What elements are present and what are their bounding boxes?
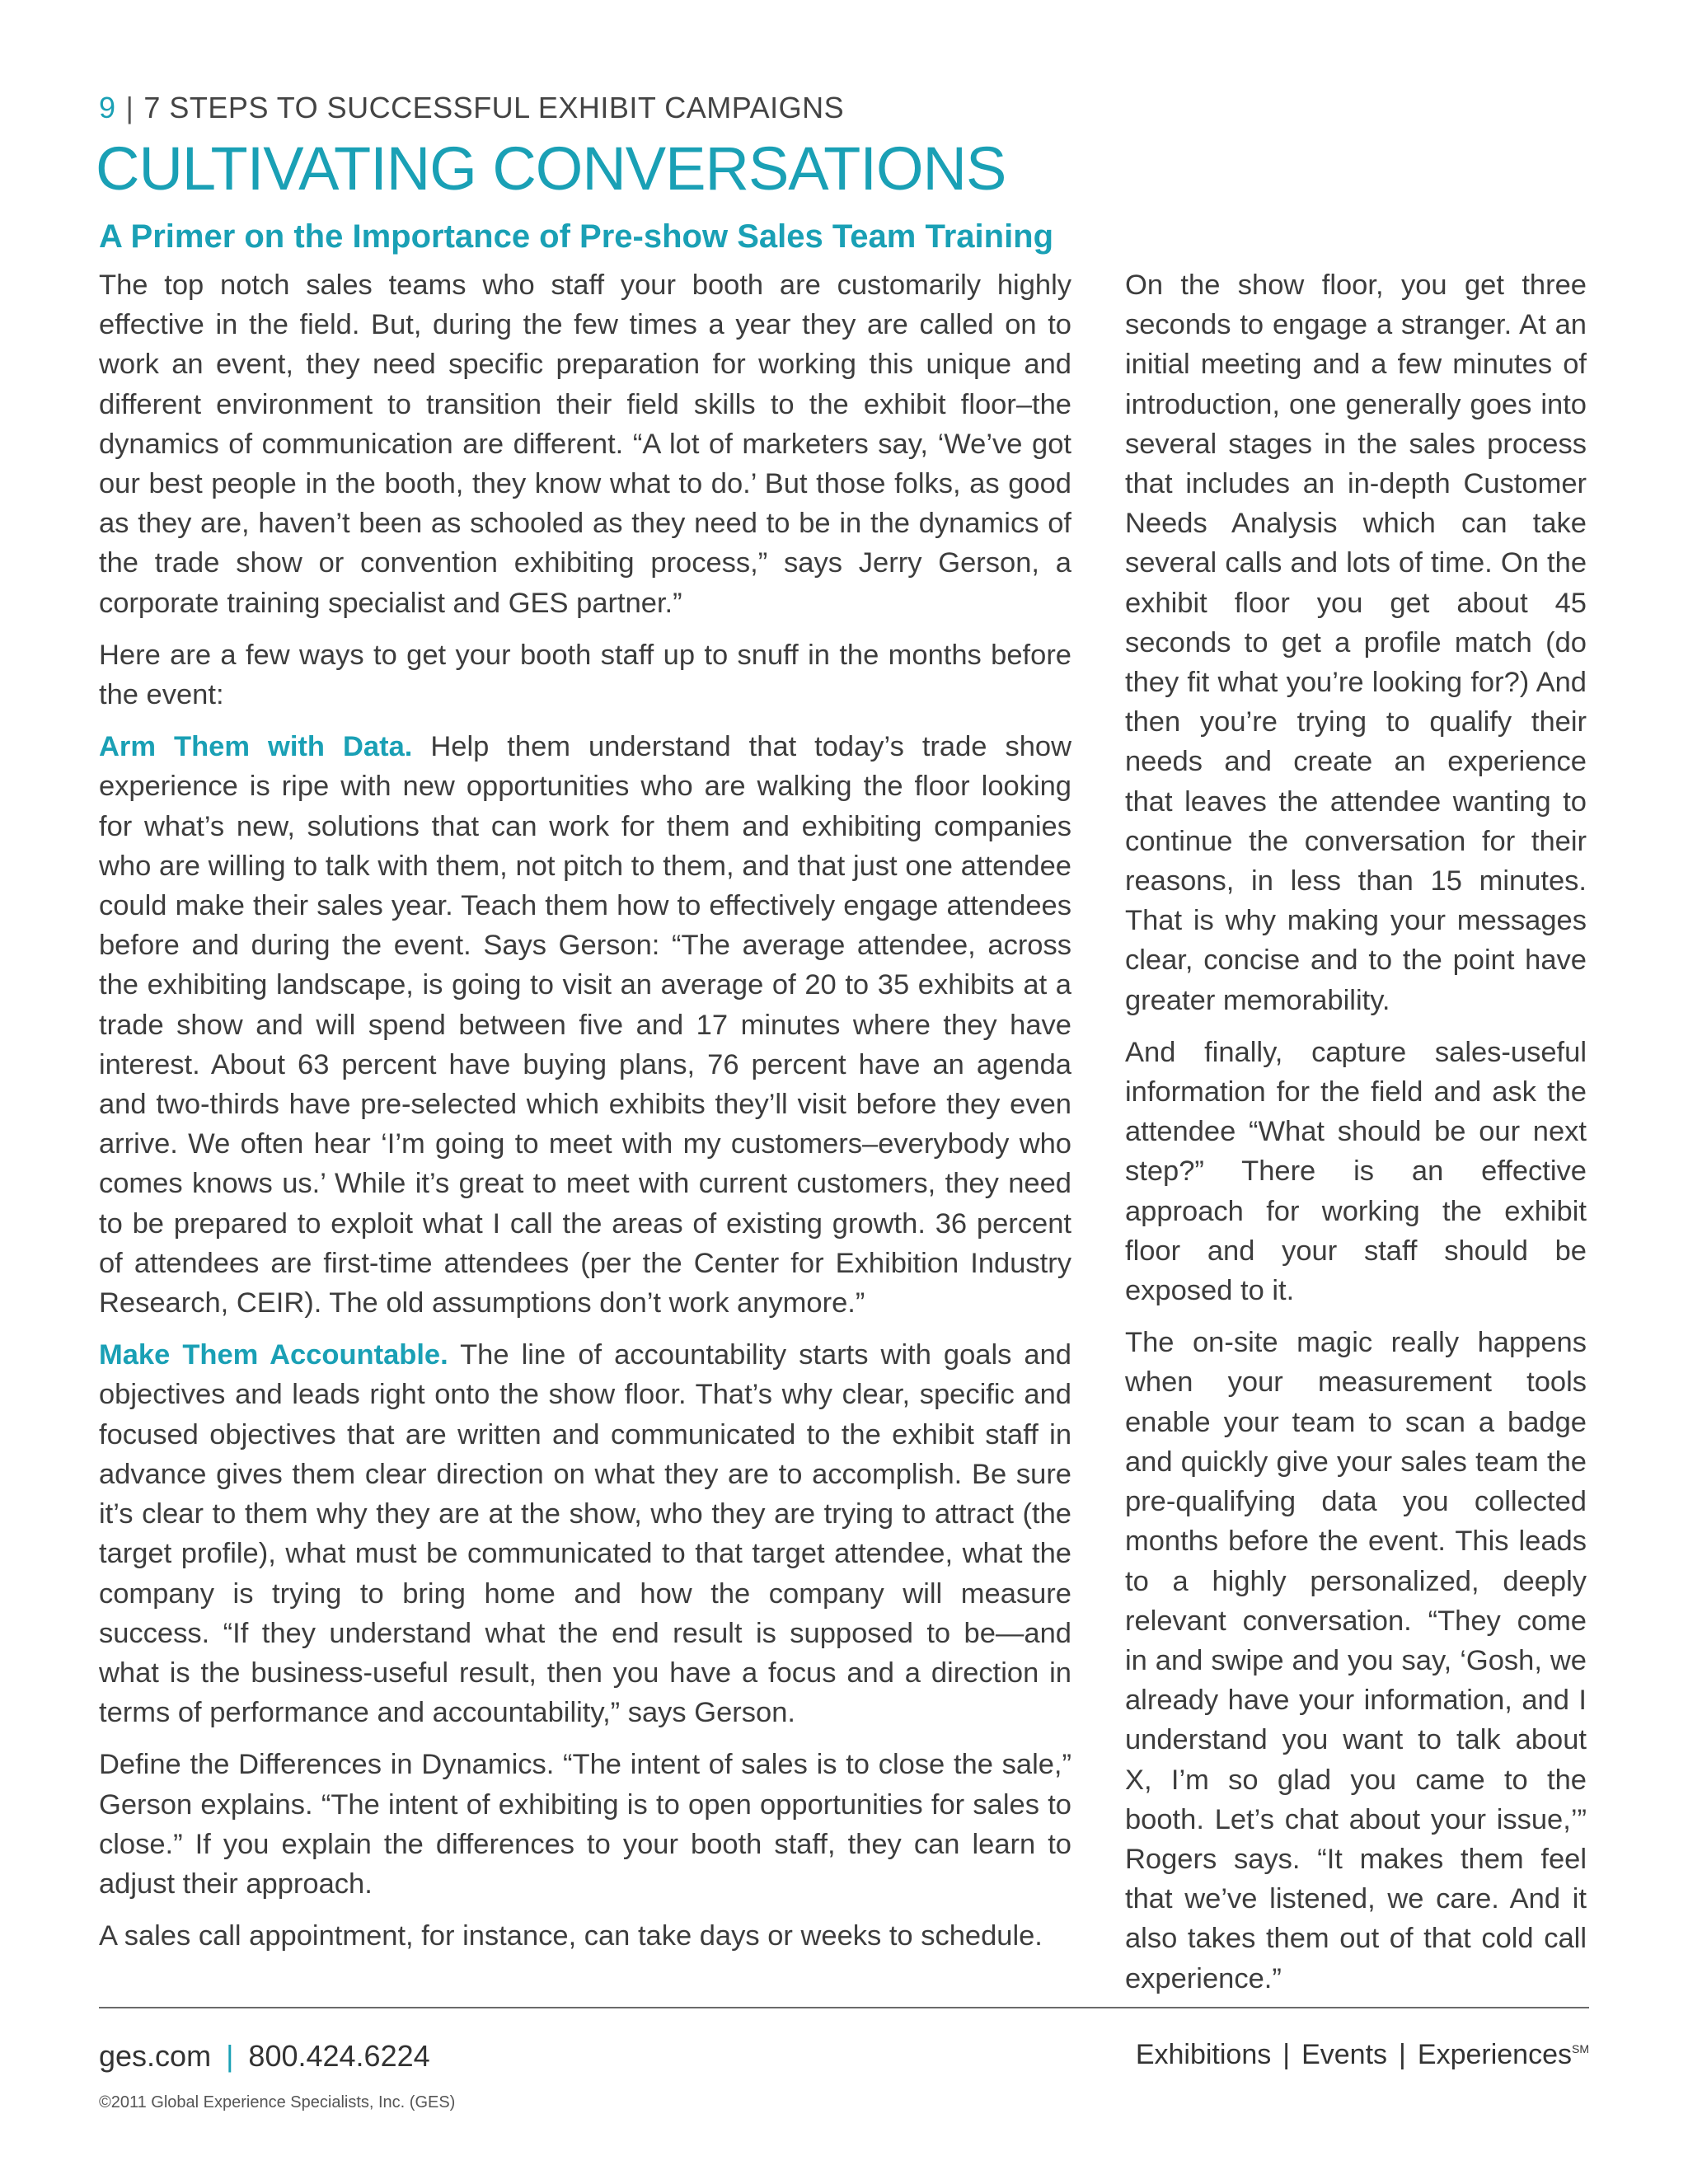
website-link[interactable]: ges.com	[99, 2039, 212, 2073]
footer-separator: |	[226, 2039, 234, 2073]
paragraph-sales-call: A sales call appointment, for instance, can take days or weeks to schedule.	[99, 1920, 1043, 1952]
page-number: 9	[99, 91, 116, 124]
footer-contact	[99, 2039, 430, 2074]
right-column	[1125, 265, 1587, 2011]
paragraph-intro: The top notch sales teams who staff your booth are customarily highly effective in the field. But, during the few times a year they are called on to work an event, they need specific preparation for working this unique and different environment to transition their field skills to the exhibit floor–the dynamics of communication are different. “A lot of marketers say, ‘We’ve got our best people in the booth, they know what to do.’ But those folks, as good as they are, haven’t been as schooled as they need to be in the dynamics of the trade show or convention exhibiting process,” says Jerry Gerson, a corporate training specialist and GES partner.”	[99, 269, 1071, 619]
paragraph-dynamics: Define the Differences in Dynamics. “The intent of sales is to close the sale,” Gerson explains. “The intent of exhibiting is to open opportunities for sales to close.” If you explain the differences to your booth staff, they can learn to adjust their approach.	[99, 1749, 1071, 1900]
page-subtitle: A Primer on the Importance of Pre-show Sales Team Training	[99, 218, 1054, 255]
paragraph-accountable	[99, 1335, 1071, 1732]
lead-in-accountable: Make Them Accountable.	[99, 1339, 448, 1371]
copyright-notice: ©2011 Global Experience Specialists, Inc. (GES)	[99, 2093, 456, 2111]
series-title: 7 STEPS TO SUCCESSFUL EXHIBIT CAMPAIGNS	[143, 91, 845, 124]
paragraph-ways: Here are a few ways to get your booth staff up to snuff in the months before the event:	[99, 639, 1071, 711]
paragraph-arm-them	[99, 727, 1071, 1323]
footer-divider	[99, 2007, 1589, 2008]
lead-in-arm-them: Arm Them with Data.	[99, 731, 413, 763]
paragraph-finally: And finally, capture sales-useful information for the field and ask the attendee “What should be our next step?” There is an effective approach for working the exhibit floor and your staff should be exposed to it.	[1125, 1036, 1587, 1307]
tagline-events: Events	[1301, 2039, 1388, 2070]
phone-number: 800.424.6224	[248, 2039, 430, 2073]
footer-tagline	[1136, 2039, 1589, 2071]
service-mark: SM	[1572, 2042, 1589, 2055]
tagline-exhibitions: Exhibitions	[1135, 2039, 1272, 2070]
left-column	[99, 265, 1071, 1968]
page-header	[99, 91, 844, 125]
paragraph-on-site-magic: The on-site magic really happens when your measurement tools enable your team to scan a badge and quickly give your sales team the pre-qualifying data you collected months before the event. This leads to a highly personalized, deeply relevant conversation. “They come in and swipe and you say, ‘Gosh, we already have your information, and I understand you want to talk about X, I’m so glad you came to the booth. Let’s chat about your issue,’” Rogers says. “It makes them feel that we’ve listened, we care. And it also takes them out of that cold call experience.”	[1125, 1327, 1587, 1994]
page-title: CULTIVATING CONVERSATIONS	[96, 134, 1006, 203]
tagline-separator-2: |	[1399, 2039, 1406, 2070]
paragraph-accountable-body: The line of accountability starts with goals and objectives and leads right onto the show floor. That’s why clear, specific and focused objectives that are written and communicated to the exhibit staff in advance gives them clear direction on what they are to accomplish. Be sure it’s clear to them why they are at the show, who they are trying to attract (the target profile), what must be communicated to that target attendee, what the company is trying to bring home and how the company will measure success. “If they understand what the end result is supposed to be—and what is the business-useful result, then you have a focus and a direction in terms of performance and accountability,” says Gerson.	[99, 1339, 1071, 1729]
tagline-separator-1: |	[1282, 2039, 1291, 2070]
paragraph-arm-them-body: Help them understand that today’s trade show experience is ripe with new opportunities who are walking the floor looking for what’s new, solutions that can work for them and exhibiting companies who are willing to talk with them, not pitch to them, and that just one attendee could make their sales year. Teach them how to effectively engage attendees before and during the event. Says Gerson: “The average attendee, across the exhibiting landscape, is going to visit an average of 20 to 35 exhibits at a trade show and will spend between five and 17 minutes where they have interest. About 63 percent have buying plans, 76 percent have an agenda and two-thirds have pre-selected which exhibits they’ll visit before they even arrive. We often hear ‘I’m going to meet with my customers–everybody who comes knows us.’ While it’s great to meet with current customers, they need to be prepared to exploit what I call the areas of existing growth. 36 percent of attendees are first-time attendees (per the Center for Exhibition Industry Research, CEIR). The old assumptions don’t work anymore.”	[99, 731, 1071, 1319]
paragraph-show-floor: On the show floor, you get three seconds to engage a stranger. At an initial meeting and a few minutes of introduction, one generally goes into several stages in the sales process that includes an in-depth Customer Needs Analysis which can take several calls and lots of time. On the exhibit floor you get about 45 seconds to get a profile match (do they fit what you’re looking for?) And then you’re trying to qualify their needs and create an experience that leaves the attendee wanting to continue the conversation for their reasons, in less than 15 minutes. That is why making your messages clear, concise and to the point have greater memorability.	[1125, 269, 1587, 1016]
tagline-experiences: Experiences	[1417, 2039, 1572, 2070]
header-separator: |	[125, 91, 134, 124]
